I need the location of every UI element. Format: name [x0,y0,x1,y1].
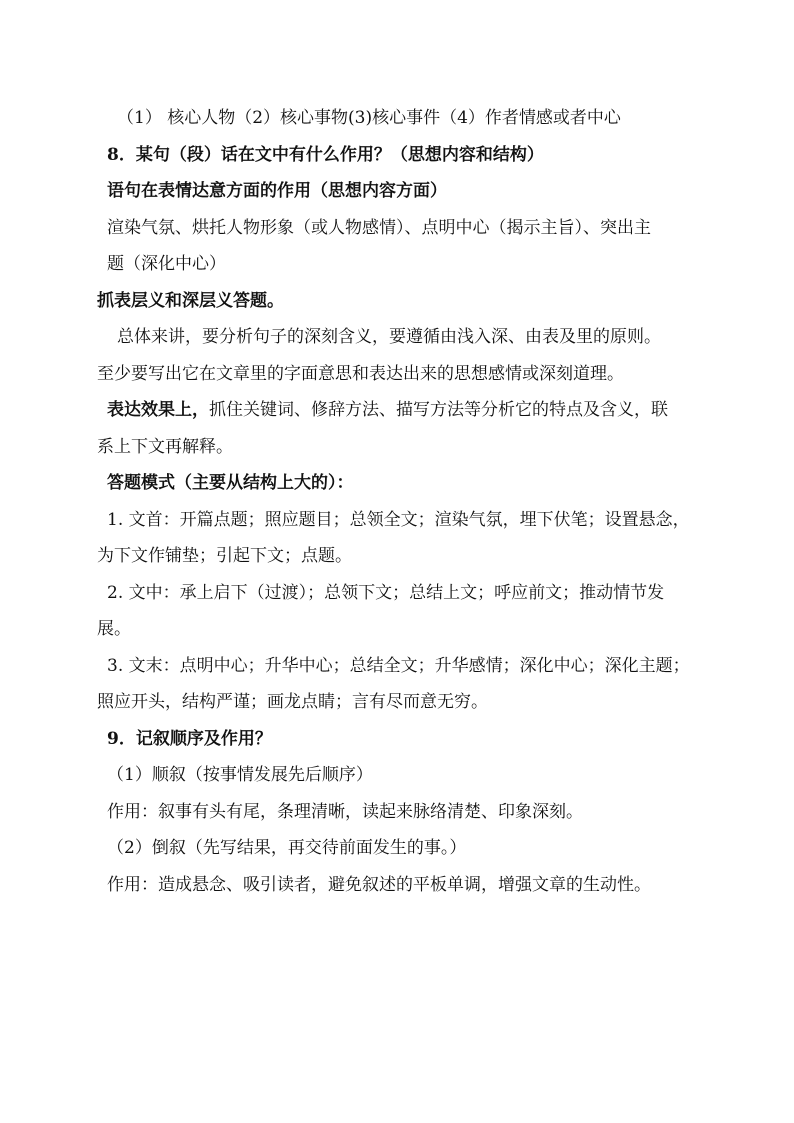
text-line-overall-2: 至少要写出它在文章里的字面意思和表达出来的思想感情或深刻道理。 [97,363,624,384]
text-line-effects-2: 题（深化中心） [107,254,226,274]
heading-question-9: 9．记叙顺序及作用？ [107,728,272,749]
text-line-middle-2: 展。 [97,619,131,639]
text-line-effect-1 [107,392,724,429]
text-line-order-2-effect: 作用：造成悬念、吸引读者，避免叙述的平板单调，增强文章的生动性。 [107,874,651,895]
text-line-overall-1: 总体来讲，要分析句子的深刻含义，要遵循由浅入深、由表及里的原则。 [117,327,661,347]
heading-question-8: 8．某句（段）话在文中有什么作用？（思想内容和结构） [107,144,544,165]
text-line-order-1-effect: 作用：叙事有头有尾，条理清晰，读起来脉络清楚、印象深刻。 [107,801,583,822]
text-line-effect-rest: 抓住关键词、修辞方法、描写方法等分析它的特点及含义，联 [209,400,668,420]
text-line-start-1: 1. 文首：开篇点题；照应题目；总领全文；渲染气氛，埋下伏笔；设置悬念， [107,509,690,530]
text-line-end-2: 照应开头，结构严谨；画龙点睛；言有尽而意无穷。 [97,692,488,712]
text-line-core-elements: （1） 核心人物（2）核心事物(3)核心事件（4）作者情感或者中心 [117,108,621,128]
subheading-answer-mode: 答题模式（主要从结构上大的）： [107,473,354,493]
subheading-expression: 语句在表情达意方面的作用（思想内容方面） [107,181,447,201]
text-line-order-2: （2）倒叙（先写结果，再交待前面发生的事。） [107,838,467,858]
text-line-effect-2: 系上下文再解释。 [97,436,233,457]
text-line-start-2: 为下文作铺垫；引起下文；点题。 [97,546,352,566]
text-line-effects-1: 渲染气氛、烘托人物形象（或人物感情）、点明中心（揭示主旨）、突出主 [107,217,651,238]
bold-lead: 表达效果上， [107,400,209,420]
text-line-order-1: （1）顺叙（按事情发展先后顺序） [107,765,373,785]
text-line-end-1: 3. 文末：点明中心；升华中心；总结全文；升华感情；深化中心；深化主题； [107,655,690,676]
subheading-surface-deep: 抓表层义和深层义答题。 [97,290,284,311]
text-line-middle-1: 2. 文中：承上启下（过渡）；总领下文；总结上文；呼应前文；推动情节发 [107,582,665,603]
